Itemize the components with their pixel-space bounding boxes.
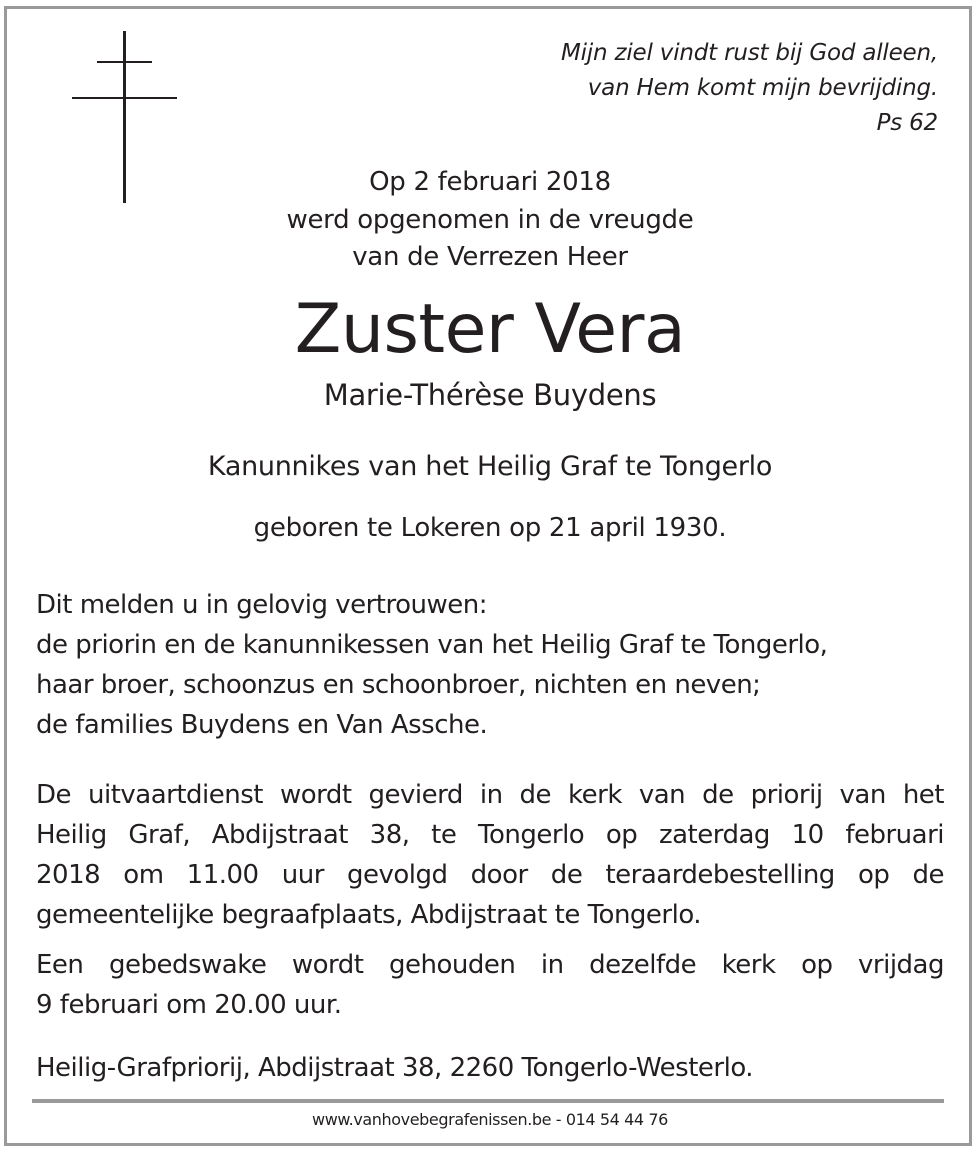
prayer-vigil-info [36, 945, 944, 1025]
service-line: Heilig Graf, Abdijstraat 38, te Tongerlo op zaterdag 10 februari [36, 820, 944, 850]
mourners-line: Dit melden u in gelovig vertrouwen: [36, 590, 487, 620]
deceased-name: Zuster Vera [294, 290, 686, 369]
wake-line: Een gebedswake wordt gehouden in dezelfde kerk op vrijdag [36, 950, 944, 980]
deceased-full-name: Marie-Thérèse Buydens [323, 378, 657, 412]
intro-line: van de Verrezen Heer [352, 242, 628, 272]
cross-lower-bar [72, 97, 177, 99]
intro-text [0, 164, 980, 277]
funeral-service-info [36, 775, 944, 935]
religious-order: Kanunnikes van het Heilig Graf te Tongerlo [207, 451, 773, 482]
wake-line: 9 februari om 20.00 uur. [36, 990, 342, 1020]
mourners-announcement [36, 585, 944, 745]
service-line: De uitvaartdienst wordt gevierd in de kerk van de priorij van het [36, 780, 944, 810]
birth-info: geboren te Lokeren op 21 april 1930. [253, 513, 727, 543]
service-line: gemeentelijke begraafplaats, Abdijstraat te Tongerlo. [36, 900, 702, 930]
funeral-home-footer: www.vanhovebegrafenissen.be - 014 54 44 76 [312, 1110, 668, 1129]
cross-upper-bar [97, 61, 152, 63]
divider [32, 1099, 944, 1103]
intro-line: werd opgenomen in de vreugde [286, 204, 694, 235]
contact-address: Heilig-Grafpriorij, Abdijstraat 38, 2260 Tongerlo-Westerlo. [36, 1053, 754, 1083]
mourners-line: haar broer, schoonzus en schoonbroer, nichten en neven; [36, 670, 761, 700]
verse-reference: Ps 62 [876, 110, 938, 136]
service-line: 2018 om 11.00 uur gevolgd door de teraardebestelling op de [36, 860, 944, 890]
bible-verse [561, 36, 938, 141]
verse-line: Mijn ziel vindt rust bij God alleen, [560, 40, 938, 66]
mourners-line: de priorin en de kanunnikessen van het Heilig Graf te Tongerlo, [36, 630, 828, 660]
verse-line: van Hem komt mijn bevrijding. [587, 75, 938, 101]
mourners-line: de families Buydens en Van Assche. [36, 710, 488, 740]
intro-line: Op 2 februari 2018 [369, 167, 611, 197]
